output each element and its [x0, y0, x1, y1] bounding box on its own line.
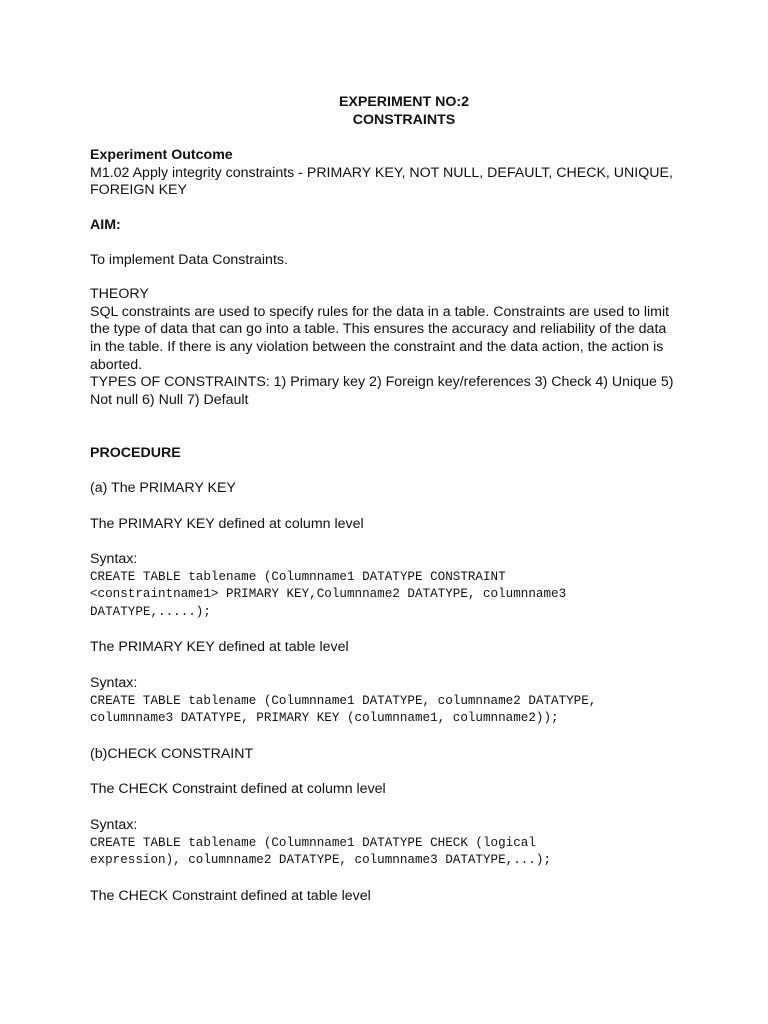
theory-line: the type of data that can go into a table. This ensures the accuracy and reliability of the data — [90, 321, 667, 338]
aim-text: To implement Data Constraints. — [90, 251, 288, 268]
theory-line: Not null 6) Null 7) Default — [90, 391, 249, 408]
aim-heading: AIM: — [90, 216, 121, 233]
procedure-heading: PROCEDURE — [90, 445, 181, 462]
syntax-label: Syntax: — [90, 675, 138, 692]
check-column-level-label: The CHECK Constraint defined at column level — [90, 781, 386, 798]
theory-line: aborted. — [90, 356, 143, 373]
primary-key-table-level-label: The PRIMARY KEY defined at table level — [90, 639, 349, 656]
theory-line: SQL constraints are used to specify rules for the data in a table. Constraints are used to limit — [90, 303, 670, 320]
experiment-number-heading: EXPERIMENT NO:2 — [338, 94, 470, 110]
document-page — [90, 94, 718, 905]
theory-heading: THEORY — [90, 286, 149, 303]
check-table-level-label: The CHECK Constraint defined at table level — [90, 887, 371, 904]
code-line: CREATE TABLE tablename (Columnname1 DATATYPE CONSTRAINT — [90, 569, 506, 584]
outcome-text-line-1: M1.02 Apply integrity constraints - PRIMARY KEY, NOT NULL, DEFAULT, CHECK, UNIQUE, — [90, 164, 673, 181]
syntax-label: Syntax: — [90, 551, 138, 568]
theory-line: in the table. If there is any violation between the constraint and the data action, the action is — [90, 338, 664, 355]
code-line: columnname3 DATATYPE, PRIMARY KEY (columnname1, columnname2)); — [90, 711, 559, 726]
primary-key-section-title: (a) The PRIMARY KEY — [90, 479, 236, 496]
code-line: <constraintname1> PRIMARY KEY,Columnname2 DATATYPE, columnname3 — [90, 587, 567, 602]
code-line: DATATYPE,.....); — [90, 604, 211, 619]
outcome-text-line-2: FOREIGN KEY — [90, 182, 187, 199]
syntax-label: Syntax: — [90, 817, 138, 834]
code-line: CREATE TABLE tablename (Columnname1 DATATYPE CHECK (logical — [90, 835, 536, 850]
theory-line: TYPES OF CONSTRAINTS: 1) Primary key 2) Foreign key/references 3) Check 4) Unique 5) — [90, 374, 674, 391]
outcome-heading: Experiment Outcome — [90, 147, 233, 164]
code-line: CREATE TABLE tablename (Columnname1 DATATYPE, columnname2 DATATYPE, — [90, 693, 597, 708]
experiment-subject-heading: CONSTRAINTS — [352, 111, 456, 128]
primary-key-column-level-label: The PRIMARY KEY defined at column level — [90, 515, 364, 532]
check-section-title: (b)CHECK CONSTRAINT — [90, 745, 254, 762]
code-line: expression), columnname2 DATATYPE, columnname3 DATATYPE,...); — [90, 853, 552, 868]
